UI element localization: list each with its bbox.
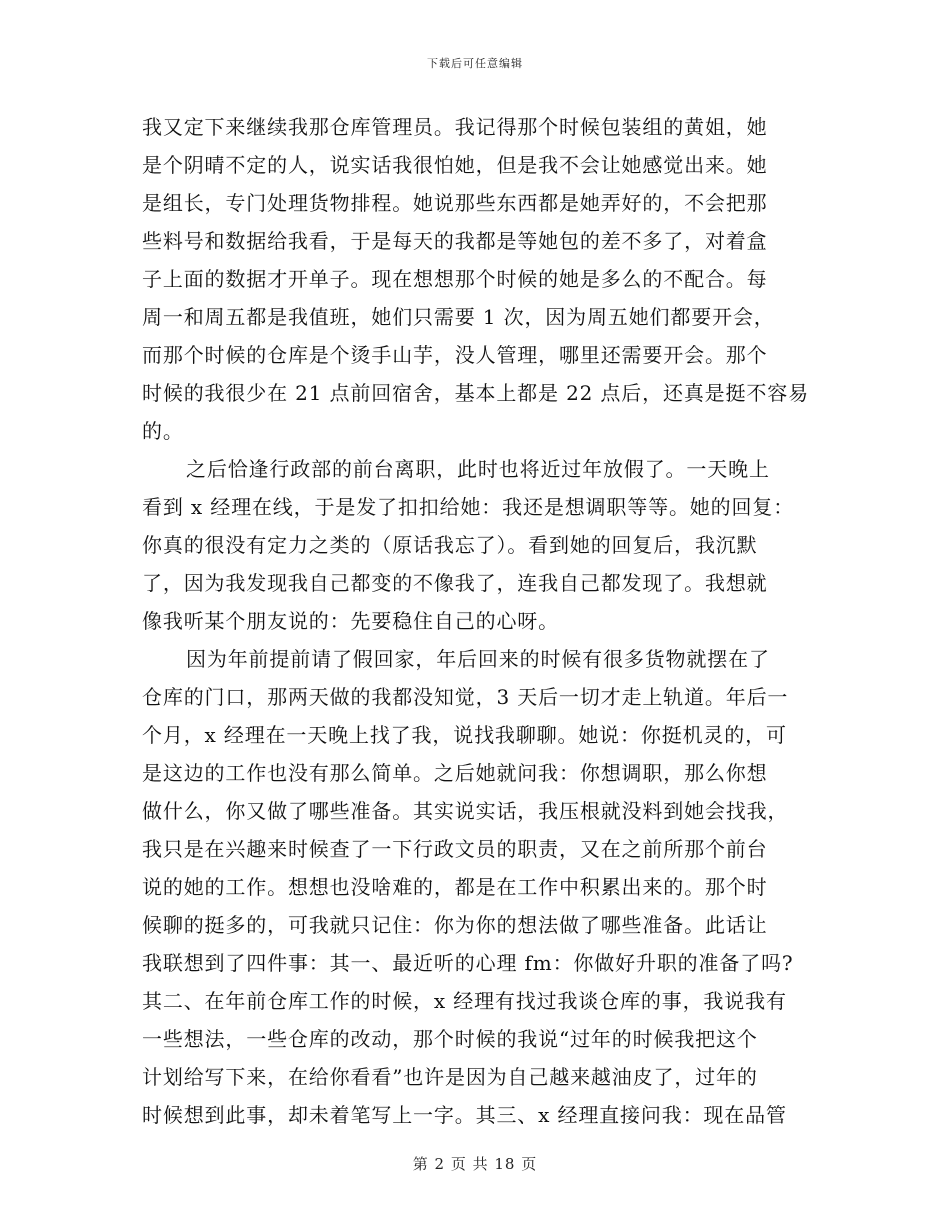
- page-header: 下载后可任意编辑: [427, 57, 523, 70]
- text-line: 而那个时候的仓库是个烫手山芋，没人管理，哪里还需要开会。那个: [142, 343, 768, 367]
- text-line: 其二、在年前仓库工作的时候，x 经理有找过我谈仓库的事，我说我有: [142, 989, 787, 1013]
- text-line: 是组长，专门处理货物排程。她说那些东西都是她弄好的，不会把那: [142, 191, 768, 215]
- text-line: 你真的很没有定力之类的（原话我忘了）。看到她的回复后，我沉默: [142, 533, 758, 557]
- text-line: 计划给写下来，在给你看看”也许是因为自己越来越油皮了，过年的: [142, 1065, 758, 1089]
- text-line: 些料号和数据给我看，于是每天的我都是等她包的差不多了，对着盒: [142, 229, 768, 253]
- text-line: 子上面的数据才开单子。现在想想那个时候的她是多么的不配合。每: [142, 267, 768, 291]
- page-number-footer: 第 2 页 共 18 页: [412, 1155, 538, 1173]
- text-line: 的。: [142, 419, 184, 443]
- text-line: 是个阴晴不定的人，说实话我很怕她，但是我不会让她感觉出来。她: [142, 153, 768, 177]
- text-line: 时候的我很少在 21 点前回宿舍，基本上都是 22 点后，还真是挺不容易: [142, 381, 809, 405]
- text-line: 周一和周五都是我值班，她们只需要 1 次，因为周五她们都要开会，: [142, 305, 775, 329]
- text-line: 我只是在兴趣来时候查了一下行政文员的职责，又在之前所那个前台: [142, 837, 768, 861]
- text-line: 一些想法，一些仓库的改动，那个时候的我说“过年的时候我把这个: [142, 1027, 758, 1051]
- text-line: 仓库的门口，那两天做的我都没知觉，3 天后一切才走上轨道。年后一: [142, 685, 789, 709]
- text-line: 说的她的工作。想想也没啥难的，都是在工作中积累出来的。那个时: [142, 875, 768, 899]
- text-line: 是这边的工作也没有那么简单。之后她就问我：你想调职，那么你想: [142, 761, 768, 785]
- text-line: 做什么，你又做了哪些准备。其实说实话，我压根就没料到她会找我，: [142, 799, 789, 823]
- text-line: 像我听某个朋友说的：先要稳住自己的心呀。: [142, 609, 559, 633]
- text-line: 候聊的挺多的，可我就只记住：你为你的想法做了哪些准备。此话让: [142, 913, 768, 937]
- text-line: 时候想到此事，却未着笔写上一字。其三、x 经理直接问我：现在品管: [142, 1103, 787, 1127]
- text-line: 我又定下来继续我那仓库管理员。我记得那个时候包装组的黄姐，她: [142, 115, 768, 139]
- text-line: 个月，x 经理在一天晚上找了我，说找我聊聊。她说：你挺机灵的，可: [142, 723, 787, 747]
- body-text: [142, 108, 808, 1134]
- paragraph-start-line: 之后恰逢行政部的前台离职，此时也将近过年放假了。一天晚上: [186, 457, 770, 481]
- text-line: 我联想到了四件事：其一、最近听的心理 fm：你做好升职的准备了吗?: [142, 951, 794, 975]
- paragraph-start-line: 因为年前提前请了假回家，年后回来的时候有很多货物就摆在了: [186, 647, 770, 671]
- text-line: 看到 x 经理在线，于是发了扣扣给她：我还是想调职等等。她的回复：: [142, 495, 795, 519]
- text-line: 了，因为我发现我自己都变的不像我了，连我自己都发现了。我想就: [142, 571, 768, 595]
